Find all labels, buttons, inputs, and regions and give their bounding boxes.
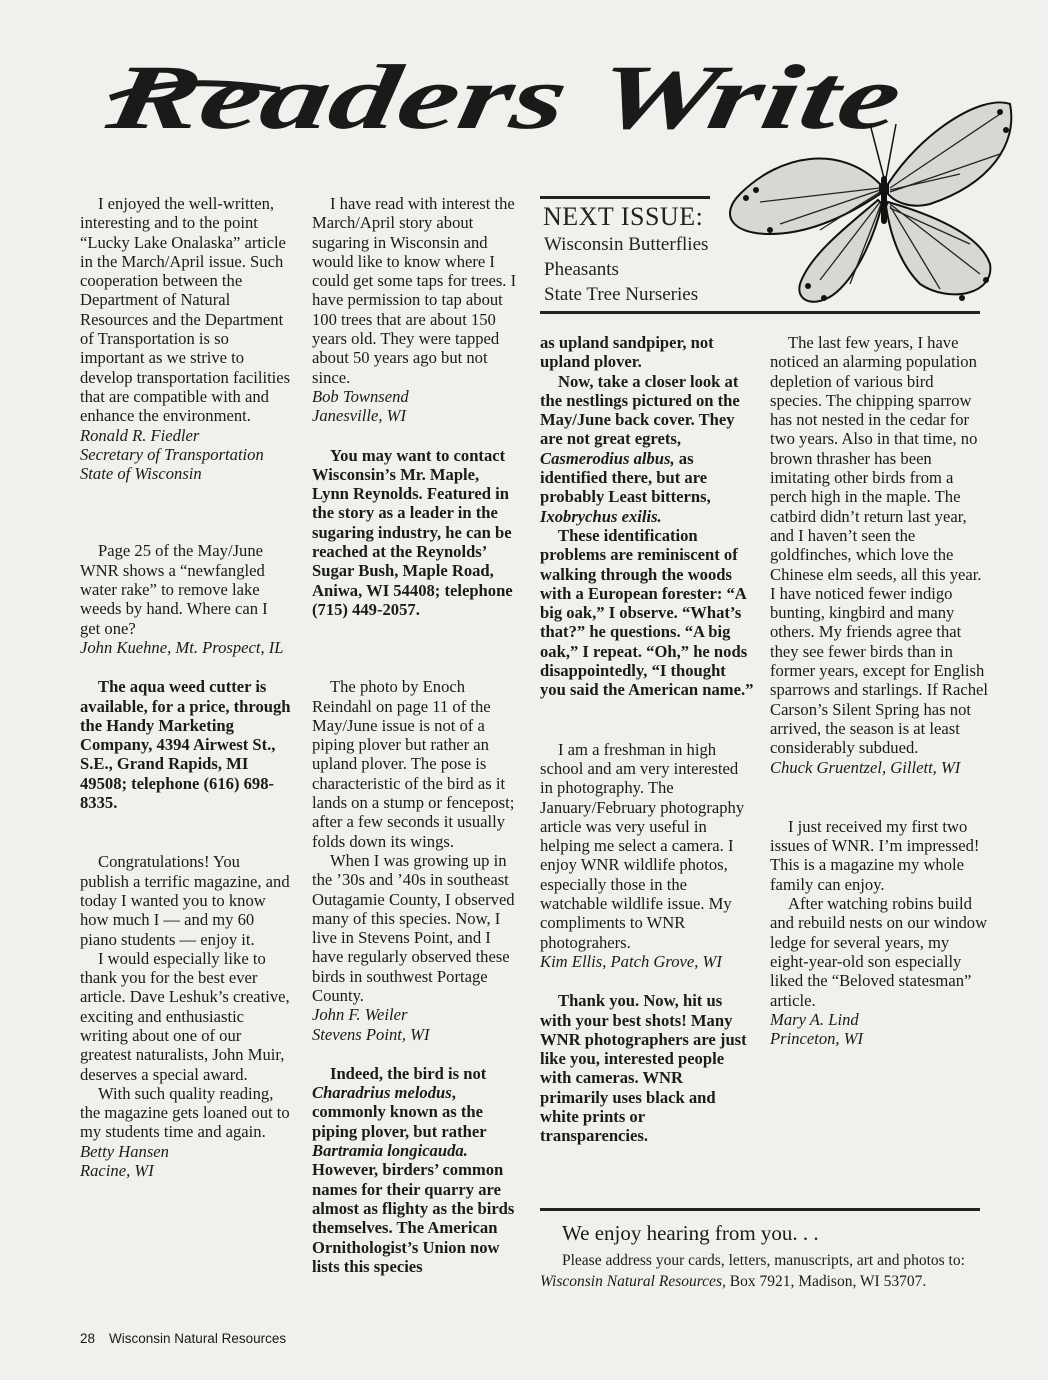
page-folio [80, 1331, 286, 1346]
next-issue-box [540, 196, 984, 314]
contact-box [540, 1208, 980, 1292]
next-issue-item: State Tree Nurseries [544, 284, 699, 305]
editor-reply: These identification problems are reminiscent of walking through the woods with a European forester: “A big oak,” I observe. “What’s that?” he questions. “A big oak,” I repeat. “Oh,” he nods disappointedly, “I thought you said the American name.” [540, 525, 754, 700]
letter-paragraph: After watching robins build and rebuild nests on our window ledge for several years, my eight-year-old son especially liked the “Beloved statesman” article. [770, 894, 988, 1010]
contact-address: Please address your cards, letters, manuscripts, art and photos to: Wisconsin Natural Resources, Box 7921, Madison, WI 53707. [540, 1252, 965, 1290]
signature-line: Kim Ellis, Patch Grove, WI [540, 951, 722, 971]
signature-line: John F. Weiler [312, 1005, 408, 1025]
letter-paragraph: I just received my first two issues of WNR. I’m impressed! This is a magazine my whole family can enjoy. [770, 816, 980, 894]
editor-reply: The aqua weed cutter is available, for a price, through the Handy Marketing Company, 4394 Airwest St., S.E., Grand Rapids, MI 49508; telephone (616) 698-8335. [80, 677, 291, 813]
svg-text:Readers Write: Readers Write [100, 46, 650, 149]
divider [540, 311, 980, 314]
page-number: 28 [80, 1331, 96, 1346]
signature-line: Secretary of Transportation [80, 444, 264, 464]
next-issue-item: Pheasants [544, 259, 619, 280]
letter-paragraph: I have read with interest the March/April story about sugaring in Wisconsin and would like to know where I could get some taps for trees. I have permission to tap about 100 trees that are about 150 years old. They were tapped about 50 years ago but not since. [312, 194, 517, 387]
editor-reply: Indeed, the bird is not Charadrius melodus, commonly known as the piping plover, but rather Bartramia longicauda. However, birders’ common names for their quarry are almost as flighty as the birds themselves. The American Ornithologist’s Union now lists this species [312, 1063, 515, 1276]
divider [540, 1208, 980, 1211]
signature-line: Stevens Point, WI [312, 1024, 430, 1044]
contact-heading: We enjoy hearing from you. . . [562, 1221, 819, 1245]
signature-line: Bob Townsend [312, 386, 409, 406]
divider [540, 196, 710, 199]
letter-paragraph: Page 25 of the May/June WNR shows a “newfangled water rake” to remove lake weeds by hand. Where can I get one? [80, 541, 268, 638]
letter-paragraph: I would especially like to thank you for the best ever article. Dave Leshuk’s creative, exciting and enthusiastic writing about one of our greatest naturalists, John Muir, deserves a special award. [80, 948, 290, 1084]
signature-line: Janesville, WI [312, 406, 406, 426]
letter-paragraph: I am a freshman in high school and am very interested in photography. The January/February photography article was very useful in helping me select a camera. I enjoy WNR wildlife photos, especially those in the watchable wildlife issue. My compliments to WNR photograhers. [540, 739, 745, 952]
signature-line: Ronald R. Fiedler [80, 425, 200, 445]
signature-line: Mary A. Lind [770, 1009, 859, 1029]
column-4 [770, 333, 988, 1048]
column-2 [312, 194, 520, 1276]
column-3 [540, 333, 754, 1146]
letter-paragraph: The photo by Enoch Reindahl on page 11 of the May/June issue is not of a piping plover but rather an upland plover. The pose is characteristic of the bird as it lands on a stump or fencepost; after a few seconds it usually folds down its wings. [312, 677, 515, 851]
letter-paragraph: With such quality reading, the magazine gets loaned out to my students time and again. [80, 1083, 290, 1142]
column-1 [80, 194, 292, 1180]
editor-reply: Now, take a closer look at the nestlings pictured on the May/June back cover. They are not great egrets, Casmerodius albus, as identified there, but are probably Least bitterns, Ixobrychus exilis. [540, 371, 740, 526]
editor-reply: You may want to contact Wisconsin’s Mr. Maple, Lynn Reynolds. Featured in the story as a leader in the sugaring industry, he can be reached at the Reynolds’ Sugar Bush, Maple Road, Aniwa, WI 54408; telephone (715) 449-2057. [312, 445, 513, 619]
signature-line: State of Wisconsin [80, 464, 202, 484]
signature-line: Betty Hansen [80, 1141, 169, 1161]
letter-paragraph: I enjoyed the well-written, interesting and to the point “Lucky Lake Onalaska” article in the March/April issue. Such cooperation between the Department of Natural Resources and the Department of Transportation is so important as we strive to develop transportation facilities that are compatible with and enhance the environment. [80, 194, 291, 426]
next-issue-heading: NEXT ISSUE: [543, 202, 704, 231]
signature-line: Racine, WI [80, 1161, 154, 1181]
signature-line: Princeton, WI [770, 1029, 864, 1049]
publication-name: Wisconsin Natural Resources [109, 1331, 287, 1346]
signature-line: John Kuehne, Mt. Prospect, IL [80, 637, 284, 657]
editor-reply: as upland sandpiper, not upland plover. [540, 333, 714, 372]
next-issue-item: Wisconsin Butterflies [544, 234, 709, 255]
letter-paragraph: Congratulations! You publish a terrific magazine, and today I wanted you to know how much I — and my 60 piano students — enjoy it. [80, 852, 290, 949]
letter-paragraph: When I was growing up in the ’30s and ’40s in southeast Outagamie County, I observed many of this species. Now, I live in Stevens Point, and I have regularly observed these birds in southwest Portage County. [312, 850, 515, 1005]
editor-reply: Thank you. Now, hit us with your best shots! Many WNR photographers are just like you, interested people with cameras. WNR primarily uses black and white prints or transparencies. [540, 991, 747, 1146]
signature-line: Chuck Gruentzel, Gillett, WI [770, 757, 961, 777]
letter-paragraph: The last few years, I have noticed an alarming population depletion of various bird species. The chipping sparrow has not nested in the cedar for two years. Also in that time, no brown thrasher has been imitating other birds from a perch high in the maple. The catbird didn’t return last year, and I haven’t seen the goldfinches, which love the Chinese elm seeds, all this year. I have noticed fewer indigo bunting, kingbird and many others. My friends agree that they see fewer birds than in former years, except for English sparrows and starlings. If Rachel Carson’s Silent Spring has not arrived, the season is at least considerably subdued. [770, 333, 988, 758]
